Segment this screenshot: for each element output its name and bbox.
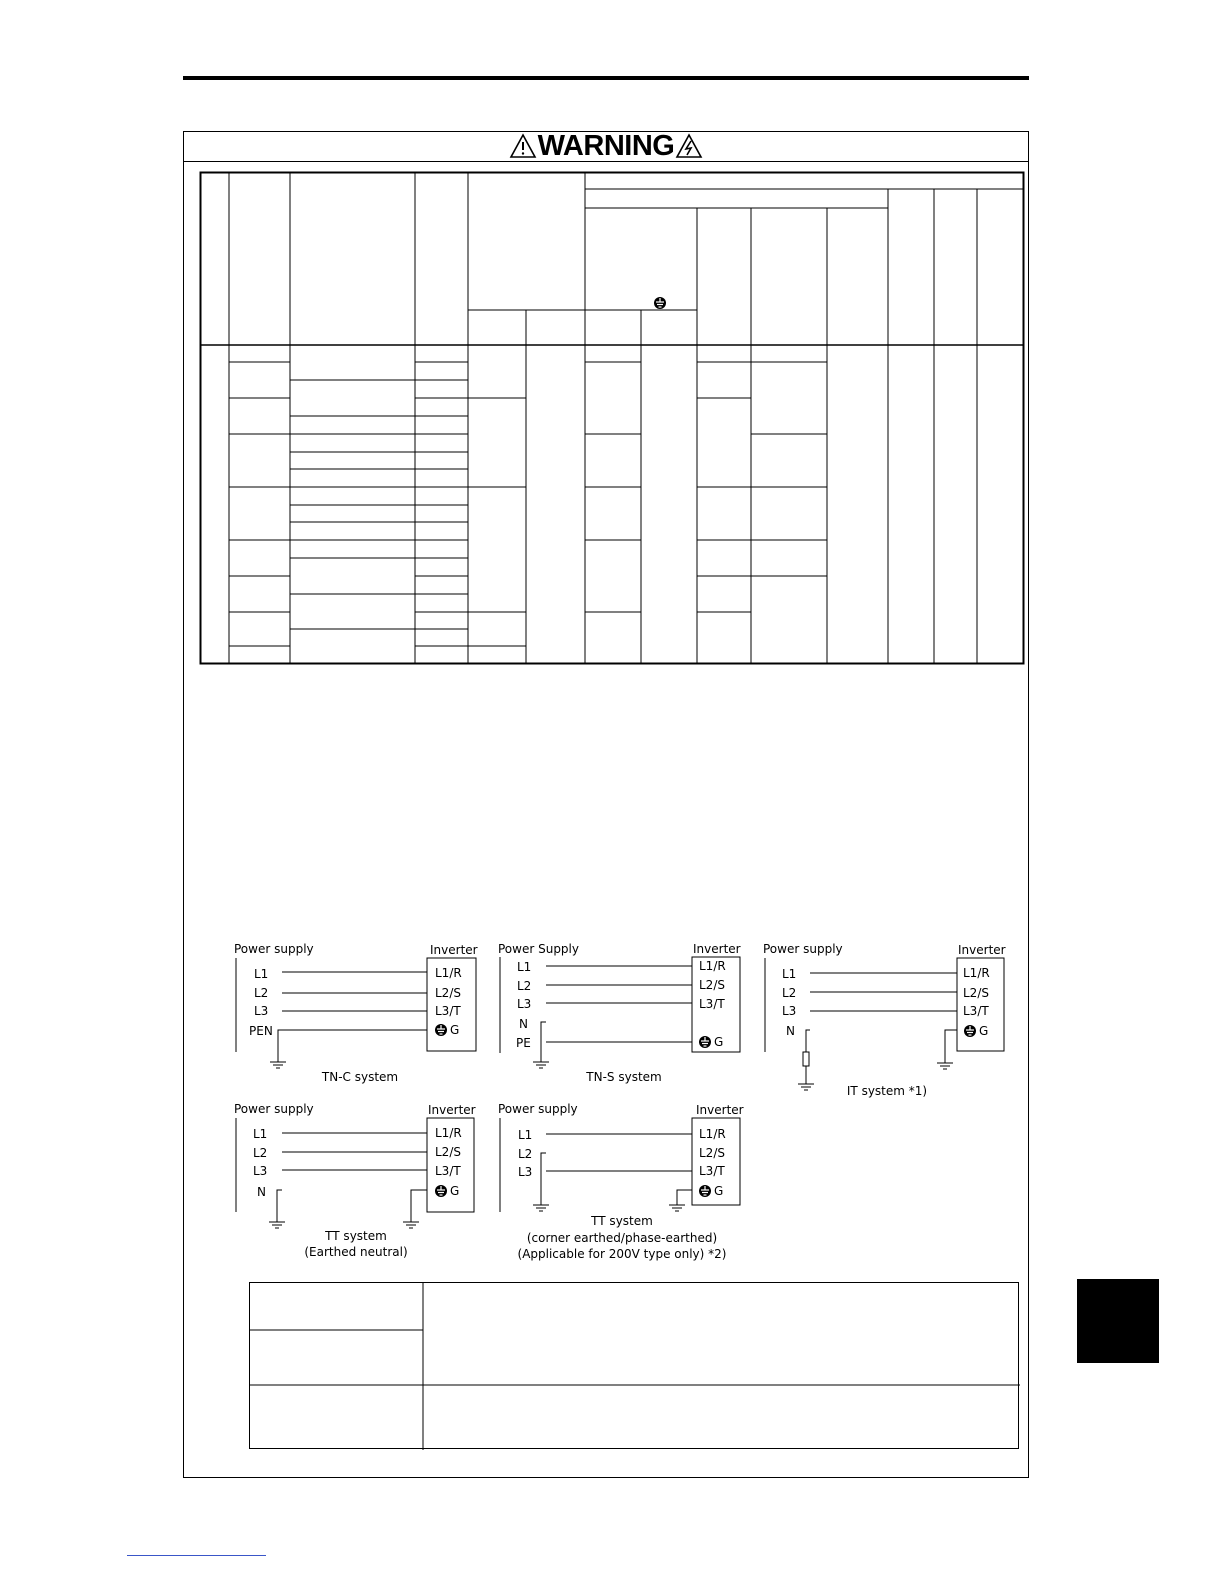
footer-link-underline bbox=[127, 1555, 266, 1556]
tn-c-power-label: Power supply bbox=[234, 942, 314, 956]
it-terminal-l1r: L1/R bbox=[963, 966, 990, 980]
tn-s-line-n: N bbox=[519, 1017, 528, 1031]
tt-neutral-power-label: Power supply bbox=[234, 1102, 314, 1116]
tt-corner-power-label: Power supply bbox=[498, 1102, 578, 1116]
ground-terminal-icon bbox=[435, 1185, 447, 1197]
tn-s-terminal-l2s: L2/S bbox=[699, 978, 725, 992]
tt-corner-caption-3: (Applicable for 200V type only) *2) bbox=[517, 1247, 727, 1261]
tn-s-line-l2: L2 bbox=[517, 979, 532, 993]
it-line-n: N bbox=[786, 1024, 795, 1038]
tt-neutral-terminal-l3t: L3/T bbox=[435, 1164, 461, 1178]
tt-neutral-line-l2: L2 bbox=[253, 1146, 268, 1160]
ground-terminal-icon bbox=[699, 1185, 711, 1197]
tt-neutral-caption-2: (Earthed neutral) bbox=[304, 1245, 408, 1259]
tn-s-inverter-label: Inverter bbox=[693, 942, 741, 956]
tn-c-terminal-l3t: L3/T bbox=[435, 1004, 461, 1018]
tn-c-inverter-label: Inverter bbox=[430, 943, 478, 957]
ground-terminal-icon bbox=[964, 1025, 976, 1037]
it-terminal-l3t: L3/T bbox=[963, 1004, 989, 1018]
tn-s-power-label: Power Supply bbox=[498, 942, 579, 956]
tn-s-terminal-g: G bbox=[714, 1035, 724, 1049]
tt-neutral-caption-1: TT system bbox=[325, 1229, 387, 1243]
notes-table bbox=[249, 1282, 1019, 1449]
tn-s-line-pe: PE bbox=[516, 1036, 531, 1050]
tn-c-terminal-l1r: L1/R bbox=[435, 966, 462, 980]
notes-table-grid bbox=[250, 1283, 1020, 1450]
tt-corner-line-l3: L3 bbox=[518, 1165, 533, 1179]
it-line-l3: L3 bbox=[782, 1004, 797, 1018]
tn-c-terminal-l2s: L2/S bbox=[435, 986, 461, 1000]
tt-corner-line-l2: L2 bbox=[518, 1147, 533, 1161]
tt-corner-terminal-l1r: L1/R bbox=[699, 1127, 726, 1141]
tn-c-line-pen: PEN bbox=[249, 1024, 273, 1038]
tt-neutral-line-l3: L3 bbox=[253, 1164, 268, 1178]
tn-s-terminal-l1r: L1/R bbox=[699, 959, 726, 973]
tn-s-line-l3: L3 bbox=[517, 997, 532, 1011]
it-power-label: Power supply bbox=[763, 942, 843, 956]
ground-terminal-icon bbox=[435, 1024, 447, 1036]
tn-c-terminal-g: G bbox=[450, 1023, 460, 1037]
tt-corner-caption-1: TT system bbox=[591, 1214, 653, 1228]
it-line-l2: L2 bbox=[782, 986, 797, 1000]
tt-corner-caption-2: (corner earthed/phase-earthed) bbox=[526, 1231, 718, 1245]
tt-neutral-terminal-g: G bbox=[450, 1184, 460, 1198]
it-terminal-g: G bbox=[979, 1024, 989, 1038]
diagram-tn-s bbox=[500, 957, 740, 1068]
it-terminal-l2s: L2/S bbox=[963, 986, 989, 1000]
tn-s-caption: TN-S system bbox=[586, 1070, 662, 1084]
warning-title: WARNING bbox=[537, 129, 675, 162]
ground-terminal-icon bbox=[699, 1036, 711, 1048]
tn-c-caption: TN-C system bbox=[321, 1070, 399, 1084]
it-inverter-label: Inverter bbox=[958, 943, 1006, 957]
tt-corner-inverter-label: Inverter bbox=[696, 1103, 744, 1117]
tn-s-terminal-l3t: L3/T bbox=[699, 997, 725, 1011]
it-caption: IT system *1) bbox=[846, 1084, 928, 1098]
tt-neutral-terminal-l1r: L1/R bbox=[435, 1126, 462, 1140]
tn-c-line-l3: L3 bbox=[254, 1004, 269, 1018]
resistor-icon bbox=[803, 1052, 809, 1066]
tt-neutral-inverter-label: Inverter bbox=[428, 1103, 476, 1117]
tt-corner-terminal-l2s: L2/S bbox=[699, 1146, 725, 1160]
tt-corner-terminal-g: G bbox=[714, 1184, 724, 1198]
tt-neutral-terminal-l2s: L2/S bbox=[435, 1145, 461, 1159]
tt-neutral-line-n: N bbox=[257, 1185, 266, 1199]
tt-corner-line-l1: L1 bbox=[518, 1128, 533, 1142]
tn-s-line-l1: L1 bbox=[517, 960, 532, 974]
it-line-l1: L1 bbox=[782, 967, 797, 981]
chapter-tab bbox=[1077, 1279, 1159, 1363]
tt-neutral-line-l1: L1 bbox=[253, 1127, 268, 1141]
tn-c-line-l1: L1 bbox=[254, 967, 269, 981]
tt-corner-terminal-l3t: L3/T bbox=[699, 1164, 725, 1178]
tn-c-line-l2: L2 bbox=[254, 986, 269, 1000]
